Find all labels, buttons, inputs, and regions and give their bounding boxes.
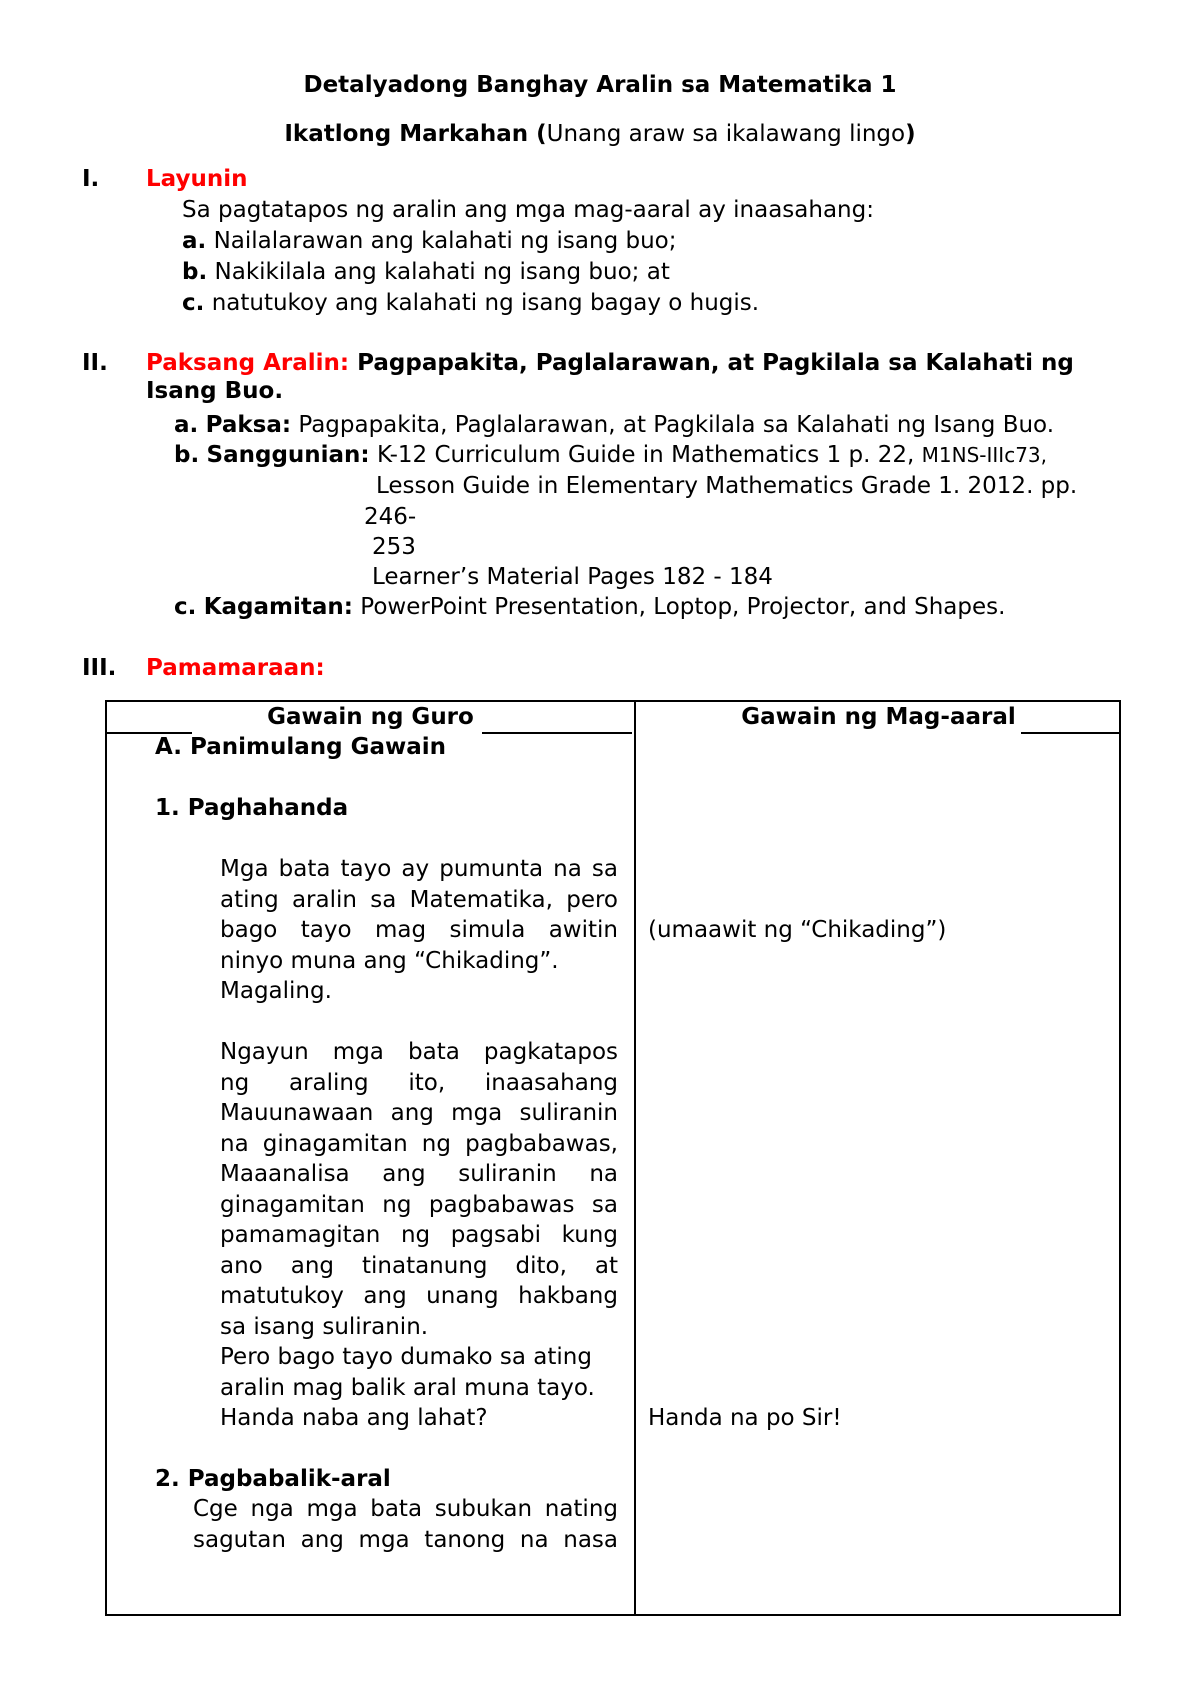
section-heading: Pamamaraan: <box>146 655 325 681</box>
paragraph-line: Mauunawaan ang mga suliranin <box>220 1100 618 1126</box>
part-a-heading: A. Panimulang Gawain <box>155 734 447 760</box>
section-paksang-aralin <box>82 350 1074 376</box>
section-heading: Layunin <box>146 166 248 192</box>
kagamitan-label: Kagamitan: <box>203 594 353 620</box>
paragraph-line: ginagamitan ng pagbabawas sa <box>220 1191 618 1218</box>
paragraph-line: bago tayo mag simula awitin <box>220 917 618 943</box>
step-pagbabalik-aral: 2. Pagbabalik-aral <box>155 1466 391 1492</box>
sanggunian-text2: Lesson Guide in Elementary Mathematics Grade 1. 2012. pp. <box>376 473 1078 499</box>
sanggunian-row <box>174 440 1047 470</box>
paragraph-line: ating aralin sa Matematika, pero <box>220 886 618 913</box>
section-pamamaraan <box>82 655 325 681</box>
paragraph-line: na ginagamitan ng pagbabawas, <box>220 1130 618 1157</box>
item-text: Nakikilala ang kalahati ng isang buo; at <box>214 259 670 285</box>
paragraph-2: Magaling. <box>220 978 332 1004</box>
paragraph-1 <box>220 854 618 976</box>
column-header-guro: Gawain ng Guro <box>267 704 474 730</box>
section-heading: Paksang Aralin: <box>146 350 350 376</box>
kagamitan-row <box>174 592 1005 622</box>
section-number: II. <box>82 350 108 376</box>
paragraph-line: Pero bago tayo dumako sa ating <box>220 1344 592 1370</box>
subtitle-close: ) <box>905 121 916 147</box>
response-handa: Handa na po Sir! <box>648 1405 842 1431</box>
paragraph-3 <box>220 1037 618 1342</box>
header-rule-middle <box>482 732 632 734</box>
paksa-letter: a. <box>174 412 199 438</box>
kagamitan-text: PowerPoint Presentation, Loptop, Projector, and Shapes. <box>360 594 1006 620</box>
paragraph-4 <box>220 1342 618 1434</box>
column-divider <box>634 702 636 1614</box>
topic-line2: Isang Buo. <box>146 378 284 404</box>
paragraph-line: Ngayun mga bata pagkatapos <box>220 1039 618 1065</box>
paragraph-line: ng araling ito, inaasahang <box>220 1069 618 1096</box>
paragraph-line: ano ang tinatanung dito, at <box>220 1252 618 1279</box>
item-letter: b. <box>182 259 208 285</box>
topic-line1: Pagpapakita, Paglalarawan, at Pagkilala sa Kalahati ng <box>357 350 1074 376</box>
sanggunian-letter: b. <box>174 442 200 468</box>
step-paghahanda: 1. Paghahanda <box>155 795 349 821</box>
procedure-table <box>105 700 1121 1616</box>
section-layunin <box>82 166 247 192</box>
paragraph-line: ninyo muna ang “Chikading”. <box>220 947 559 974</box>
paragraph-line: Cge nga mga bata subukan nating <box>193 1496 618 1522</box>
header-rule-right <box>1021 732 1121 734</box>
paragraph-line: matutukoy ang unang hakbang <box>220 1283 618 1309</box>
response-chikading: (umaawit ng “Chikading”) <box>648 917 947 943</box>
paragraph-line: aralin mag balik aral muna tayo. <box>220 1374 595 1401</box>
document-title: Detalyadong Banghay Aralin sa Matematika 1 <box>303 72 897 98</box>
paksa-text: Pagpapakita, Paglalarawan, at Pagkilala sa Kalahati ng Isang Buo. <box>298 412 1055 438</box>
paksa-label: Paksa: <box>205 412 292 438</box>
subtitle-day: Unang araw sa ikalawang lingo <box>546 121 906 147</box>
paragraph-line: sa isang suliranin. <box>220 1313 429 1340</box>
sanggunian-text4: 253 <box>372 534 416 560</box>
paksa-row <box>174 410 1054 440</box>
item-letter: c. <box>182 290 205 316</box>
kagamitan-letter: c. <box>174 594 197 620</box>
subtitle-quarter: Ikatlong Markahan ( <box>284 121 547 147</box>
paragraph-line: Mga bata tayo ay pumunta na sa <box>220 856 618 882</box>
item-letter: a. <box>182 228 207 254</box>
paragraph-line: Handa naba ang lahat? <box>220 1405 488 1431</box>
layunin-item-a <box>182 226 677 256</box>
section-number: III. <box>82 655 117 681</box>
item-text: Nailalarawan ang kalahati ng isang buo; <box>213 228 677 254</box>
layunin-intro: Sa pagtatapos ng aralin ang mga mag-aaral ay inaasahang: <box>182 197 874 223</box>
sanggunian-text5: Learner’s Material Pages 182 - 184 <box>372 564 773 590</box>
sanggunian-label: Sanggunian: <box>206 442 370 468</box>
item-text: natutukoy ang kalahati ng isang bagay o hugis. <box>211 290 760 316</box>
paragraph-5 <box>193 1494 618 1555</box>
column-header-magaaral: Gawain ng Mag-aaral <box>741 704 1016 730</box>
document-subtitle <box>0 121 1200 147</box>
layunin-item-b <box>182 257 670 287</box>
layunin-item-c <box>182 288 759 318</box>
sanggunian-text1: K-12 Curriculum Guide in Mathematics 1 p. 22, <box>376 442 915 468</box>
paragraph-line: pamamagitan ng pagsabi kung <box>220 1222 618 1248</box>
paragraph-line: sagutan ang mga tanong na nasa <box>193 1526 618 1553</box>
sanggunian-code: M1NS-IIIc73, <box>921 443 1048 467</box>
paragraph-line: Maaanalisa ang suliranin na <box>220 1161 618 1187</box>
sanggunian-text3: 246- <box>364 504 417 530</box>
section-number: I. <box>82 166 100 192</box>
